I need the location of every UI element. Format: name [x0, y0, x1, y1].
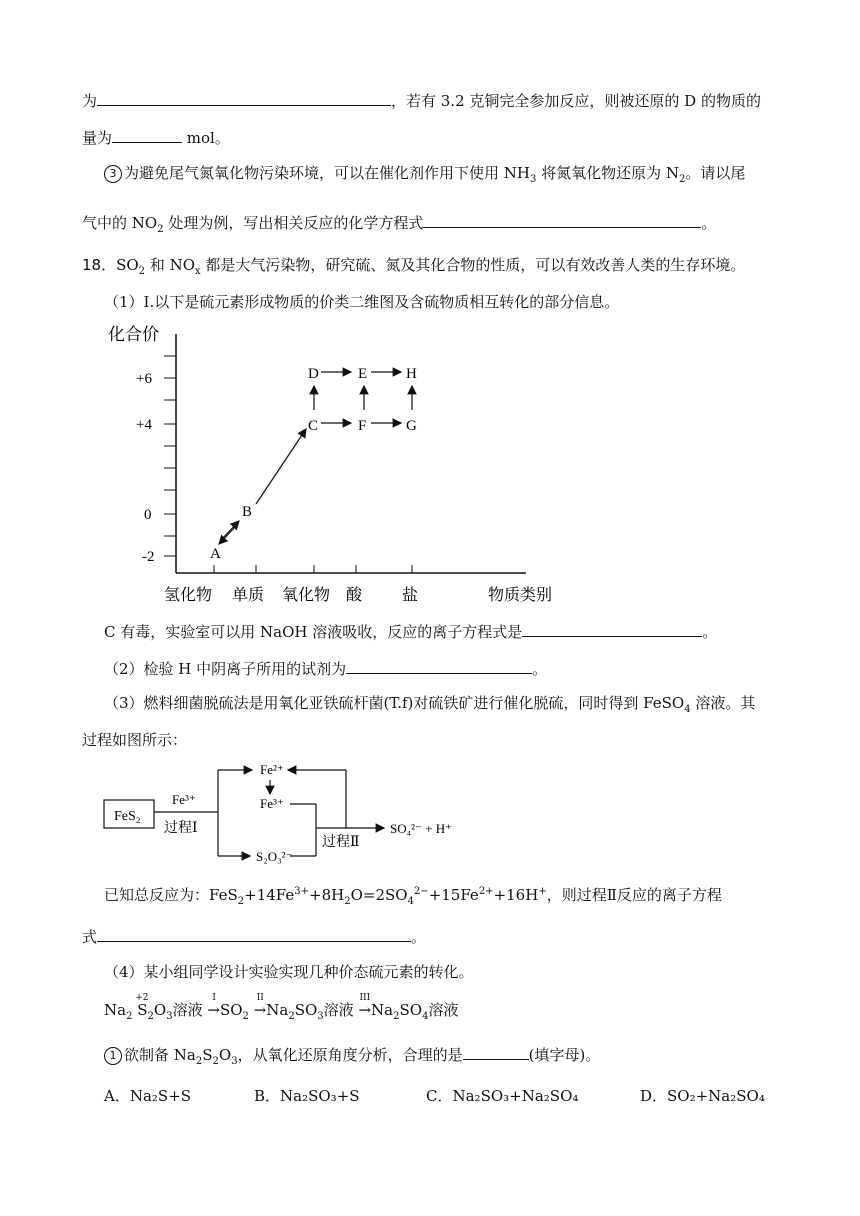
x-category-label: 氢化物 [164, 587, 213, 604]
option-text: Na₂S+S [129, 1087, 192, 1105]
answer-blank[interactable] [346, 657, 532, 674]
text: 和 NO [145, 256, 196, 274]
y-tick-label: -2 [142, 549, 155, 565]
x-ticks [214, 565, 412, 573]
answer-blank[interactable] [463, 1043, 529, 1060]
step-label: II [256, 993, 264, 1003]
text: （4）某小组同学设计实验实现几种价态硫元素的转化。 [104, 963, 474, 981]
point-label-B: B [242, 504, 253, 520]
point-label-H: H [406, 366, 417, 382]
option-text: SO₂+Na₂SO₄ [667, 1087, 765, 1105]
text: （1）Ⅰ.以下是硫元素形成物质的价类二维图及含硫物质相互转化的部分信息。 [104, 293, 620, 311]
x-category-label: 酸 [346, 587, 363, 604]
text: 式 [82, 928, 98, 946]
text: 为 [82, 92, 98, 110]
q18-part4 [104, 962, 474, 982]
q18-intro: 18．$SO_2$ 和 $NO_x$ 都是大气污染物，研究硫、氮及其化合物的性质，可以有效改善人类的生存环境。 [82, 256, 746, 277]
y-tick-label: +4 [136, 417, 152, 433]
x-category-label: 盐 [402, 587, 419, 604]
text: 。 [702, 623, 718, 641]
text: 已知总反应为：FeS [104, 886, 238, 904]
text: （2）检验 H 中阴离子所用的试剂为 [104, 660, 347, 678]
oxidation-state-s: +2 $S_2$ [137, 1000, 154, 1020]
process-1-label: 过程Ⅰ [164, 821, 198, 836]
text: ，若有 3.2 克铜完全参加反应，则被还原的 D 的物质的 [391, 92, 761, 110]
answer-blank[interactable] [97, 89, 391, 106]
q18-part3: （3）燃料细菌脱硫法是用氧化亚铁硫杆菌(T.f)对硫铁矿进行催化脱硫，同时得到 FeSO$_4$ 溶液。其 [104, 694, 756, 715]
x-axis-label: 物质类别 [488, 587, 553, 604]
x-category-label: 单质 [232, 587, 265, 604]
option-label: D． [640, 1087, 668, 1105]
text: C 有毒，实验室可以用 NaOH 溶液吸收，反应的离子方程式是 [104, 623, 523, 641]
text: 溶液 [428, 1001, 459, 1019]
text: Na [104, 1001, 127, 1019]
q18-total-reaction: 已知总反应为：$FeS_2+14Fe^{3+}+8H_2O=2SO_4^{2-}+15Fe^{2+}+16H^+$，则过程Ⅱ反应的离子方程 [104, 886, 722, 907]
y-tick-label: 0 [144, 507, 152, 523]
answer-blank[interactable] [423, 211, 701, 228]
text: 溶液。其 [690, 694, 756, 712]
option-d[interactable] [640, 1086, 765, 1106]
text: Na [266, 1001, 289, 1019]
text: Na [371, 1001, 394, 1019]
text: ，则过程Ⅱ反应的离子方程 [546, 886, 722, 904]
valence-class-diagram [96, 318, 566, 608]
s2o3-label: S₂O₃²⁻ [256, 849, 293, 864]
text: 。 [411, 928, 427, 946]
q17-item3-line2: 气中的 $NO_2$ 处理为例，写出相关反应的化学方程式 。 [82, 211, 716, 233]
text: O=2SO [350, 886, 408, 904]
text: (填字母)。 [528, 1046, 601, 1064]
text: SO [294, 1001, 318, 1019]
option-label: C． [426, 1087, 453, 1105]
text: O [153, 1001, 167, 1019]
text: （3）燃料细菌脱硫法是用氧化亚铁硫杆菌(T.f)对硫铁矿进行催化脱硫，同时得到 FeSO [104, 694, 685, 712]
q18-part2 [104, 657, 547, 679]
text: 为避免尾气氮氧化物污染环境，可以在催化剂作用下使用 NH [124, 164, 530, 182]
text: 。请以尾 [685, 164, 746, 182]
q18-part3-line2 [82, 730, 187, 750]
point-label-E: E [358, 366, 368, 382]
process-2-label: 过程Ⅱ [322, 835, 360, 850]
answer-blank[interactable] [522, 620, 702, 637]
text: 气中的 NO [82, 214, 158, 232]
y-tick-label: +6 [136, 371, 152, 387]
q18-part1-question [104, 620, 717, 642]
fe2-label: Fe²⁺ [260, 762, 284, 777]
option-text: Na₂SO₃+S [280, 1087, 360, 1105]
product-label: SO₄²⁻ + H⁺ [390, 821, 452, 836]
option-label: A． [104, 1087, 130, 1105]
oxidation-number: +2 [135, 993, 149, 1003]
y-ticks [164, 356, 176, 556]
q18-total-line2 [82, 925, 426, 947]
text: +14Fe [244, 886, 295, 904]
q17-line1 [82, 89, 761, 111]
text: 都是大气污染物，研究硫、氮及其化合物的性质，可以有效改善人类的生存环境。 [200, 256, 746, 274]
text: +16H [493, 886, 539, 904]
conversion-chain: $Na_2$ +2 $S_2O_3$溶液 I $\to SO_2$ II $\to Na_2SO_3$溶液 III $\to Na_2SO_4$溶液 [104, 1000, 458, 1024]
arrow-3: III → [358, 1000, 371, 1020]
point-label-D: D [308, 366, 319, 382]
text: mol。 [182, 129, 230, 147]
option-a[interactable] [104, 1086, 191, 1106]
text: 溶液 [323, 1001, 354, 1019]
text: 将氮氧化物还原为 N [536, 164, 680, 182]
text: S [202, 1046, 213, 1064]
text: 处理为例，写出相关反应的化学方程式 [163, 214, 424, 232]
q17-line2 [82, 126, 230, 148]
text: 过程如图所示： [82, 731, 188, 749]
y-axis-label: 化合价 [108, 325, 159, 344]
text: 欲制备 Na [124, 1046, 196, 1064]
x-category-label: 氧化物 [282, 587, 331, 604]
circled-number: 1 [104, 1047, 122, 1065]
text: 量为 [82, 129, 113, 147]
q18-part4-item1: 1 欲制备 $Na_2S_2O_3$，从氧化还原角度分析，合理的是 (填字母)。 [104, 1043, 600, 1065]
arrow-2: II → [254, 1000, 267, 1020]
question-number: 18． [82, 256, 117, 274]
text: +15Fe [428, 886, 479, 904]
arrow-1: I → [207, 1000, 220, 1020]
option-text: Na₂SO₃+Na₂SO₄ [452, 1087, 579, 1105]
answer-blank[interactable] [112, 126, 182, 143]
option-c[interactable] [426, 1086, 578, 1106]
circled-number: 3 [104, 165, 122, 183]
text: SO [219, 1001, 243, 1019]
step-label: III [359, 993, 371, 1003]
option-label: B． [254, 1087, 281, 1105]
text: 溶液 [172, 1001, 203, 1019]
text: S [137, 1001, 148, 1019]
point-label-G: G [406, 418, 417, 434]
text: SO [399, 1001, 423, 1019]
point-label-F: F [358, 418, 367, 434]
fe3-mid-label: Fe³⁺ [260, 796, 284, 811]
fe3-label: Fe³⁺ [172, 792, 196, 807]
text: O [218, 1046, 232, 1064]
answer-blank[interactable] [97, 925, 411, 942]
point-label-C: C [308, 418, 319, 434]
fes2-label: FeS₂ [114, 809, 141, 824]
text: 。 [532, 660, 548, 678]
q18-part1 [104, 292, 619, 312]
step-label: I [212, 993, 216, 1003]
text: ，从氧化还原角度分析，合理的是 [237, 1046, 463, 1064]
process-diagram [100, 758, 480, 868]
text: 。 [701, 214, 717, 232]
text: SO [116, 256, 139, 274]
text: +8H [309, 886, 345, 904]
point-label-A: A [210, 546, 221, 562]
q17-item3: 3 为避免尾气氮氧化物污染环境，可以在催化剂作用下使用 $NH_3$ 将氮氧化物还原为 $N_2$。请以尾 [104, 163, 745, 183]
option-b[interactable] [254, 1086, 360, 1106]
